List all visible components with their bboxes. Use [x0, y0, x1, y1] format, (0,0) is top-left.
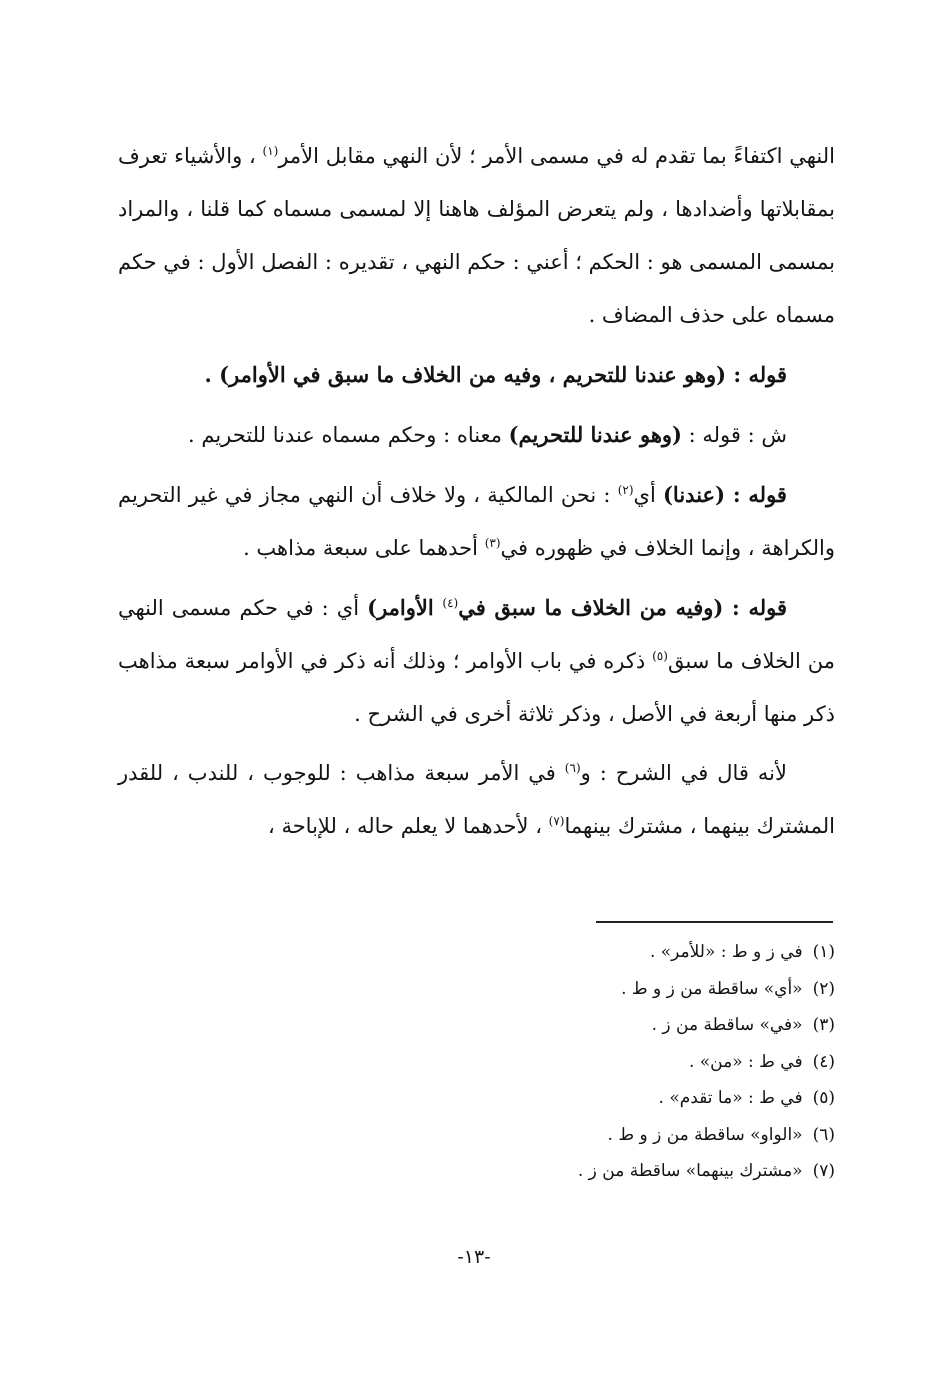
- footnote-text: «في» ساقطة من ز .: [651, 1015, 803, 1035]
- footnote-item: [300, 934, 835, 971]
- footnote-text: «الواو» ساقطة من ز و ط .: [607, 1124, 803, 1145]
- paragraph: [118, 348, 835, 402]
- footnote-item: [300, 1080, 835, 1117]
- footnote-text: في ط : «ما تقدم» .: [658, 1088, 803, 1108]
- paragraph: [118, 747, 835, 853]
- footnote-separator: [596, 921, 833, 923]
- footnote-number: (٦): [812, 1124, 835, 1145]
- text-run: أي : في حكم مسمى النهي من الخلاف ما سبق: [118, 596, 835, 673]
- text-run: لأنه قال في الشرح : و: [580, 761, 787, 785]
- footnote-reference: (٥): [652, 649, 668, 663]
- page-number: -١٣-: [457, 1246, 491, 1268]
- paragraph: [118, 130, 835, 342]
- text-run: في الأمر سبعة مذاهب : للوجوب ، للندب ، للقدر المشترك بينهما ، مشترك بينهما: [118, 761, 835, 838]
- footnote-item: [300, 971, 835, 1008]
- quoted-text: قوله : (وهو عندنا للتحريم ، وفيه من الخلاف ما سبق في الأوامر) .: [204, 362, 787, 387]
- footnote-number: (٧): [812, 1161, 835, 1181]
- footnote-text: «مشترك بينهما» ساقطة من ز .: [577, 1161, 803, 1181]
- text-run: أي: [633, 483, 663, 507]
- quoted-text: قوله : (عندنا): [663, 482, 787, 507]
- paragraph: [118, 408, 835, 462]
- footnote-text: في ز و ط : «للأمر» .: [649, 942, 803, 962]
- footnote-reference: (٢): [617, 483, 634, 497]
- footnote-item: [300, 1153, 835, 1190]
- footnote-number: (٣): [812, 1015, 835, 1035]
- text-run: النهي اكتفاءً بما تقدم له في مسمى الأمر ؛ لأن النهي مقابل الأمر: [278, 144, 835, 168]
- paragraph: [118, 581, 835, 741]
- text-run: : نحن المالكية ، ولا خلاف أن النهي مجاز في غير التحريم والكراهة ، وإنما الخلاف في ظهوره في: [118, 483, 835, 560]
- footnotes-list: [300, 934, 835, 1190]
- footnote-number: (١): [812, 942, 835, 962]
- footnote-item: [300, 1007, 835, 1044]
- footnote-item: [300, 1044, 835, 1081]
- footnote-number: (٥): [812, 1088, 835, 1108]
- text-run: ، لأحدهما لا يعلم حاله ، للإباحة ،: [267, 814, 549, 838]
- text-run: ، والأشياء تعرف بمقابلاتها وأضدادها ، ولم يتعرض المؤلف هاهنا إلا لمسمى مسماه كما قلنا ، والمراد بمسمى المسمى هو : الحكم ؛ أعني : حكم النهي ، تقديره : الفصل الأول : في حكم مسماه على حذف المضاف .: [118, 144, 835, 327]
- footnote-number: (٤): [812, 1051, 835, 1072]
- footnote-text: «أي» ساقطة من ز و ط .: [621, 978, 803, 999]
- footnote-reference: (٧): [548, 814, 565, 828]
- footnote-reference: (٤): [442, 596, 459, 610]
- footnote-item: [300, 1117, 835, 1154]
- text-run: ش : قوله :: [681, 423, 787, 447]
- footnote-text: في ط : «من» .: [688, 1051, 803, 1072]
- footnote-reference: (١): [262, 144, 279, 158]
- footnote-reference: (٦): [564, 761, 581, 775]
- quoted-text: الأوامر): [367, 595, 443, 620]
- quoted-text: قوله : (وفيه من الخلاف ما سبق في: [458, 595, 787, 620]
- footnote-number: (٢): [812, 978, 835, 999]
- text-run: أحدهما على سبعة مذاهب .: [243, 536, 485, 560]
- paragraph: [118, 468, 835, 575]
- text-run: ذكره في باب الأوامر ؛ وذلك أنه ذكر في الأوامر سبعة مذاهب ذكر منها أربعة في الأصل ، وذكر ثلاثة أخرى في الشرح .: [118, 649, 835, 726]
- footnote-reference: (٣): [484, 536, 501, 550]
- main-text-block: [118, 130, 835, 853]
- quoted-text: (وهو عندنا للتحريم): [508, 422, 682, 447]
- text-run: معناه : وحكم مسماه عندنا للتحريم .: [188, 423, 509, 447]
